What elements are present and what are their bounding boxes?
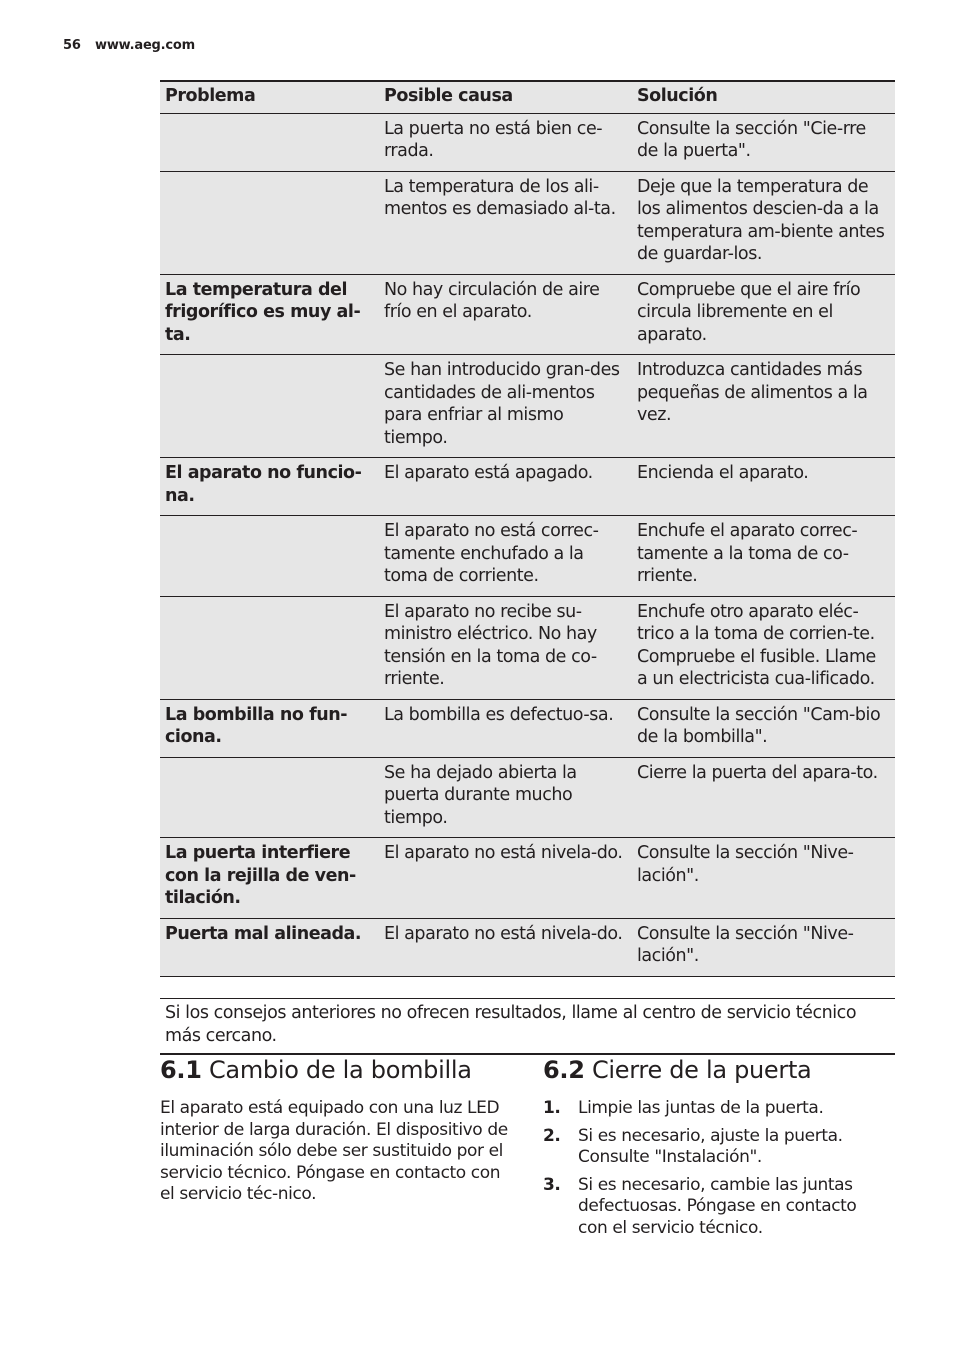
table-row <box>160 516 895 597</box>
section-number: 6.2 <box>543 1056 585 1084</box>
list-item <box>543 1126 888 1169</box>
solution-cell: Enchufe el aparato correc-tamente a la toma de co-rriente. <box>632 516 895 597</box>
cause-cell: El aparato no recibe su-ministro eléctrico. No hay tensión en la toma de co-rriente. <box>379 596 632 699</box>
service-note: Si los consejos anteriores no ofrecen resultados, llame al centro de servicio técnico más cercano. <box>160 998 895 1055</box>
table-row <box>160 458 895 516</box>
step-number: 1. <box>543 1098 561 1118</box>
section-number: 6.1 <box>160 1056 202 1084</box>
problem-cell <box>160 355 379 458</box>
section-title: Cambio de la bombilla <box>208 1056 472 1084</box>
problem-cell: La puerta interfiere con la rejilla de ven-tilación. <box>160 838 379 919</box>
table-row <box>160 838 895 919</box>
cause-cell: Se han introducido gran-des cantidades de ali-mentos para enfriar al mismo tiempo. <box>379 355 632 458</box>
cause-cell: La puerta no está bien ce-rrada. <box>379 113 632 171</box>
section-title: Cierre de la puerta <box>591 1056 812 1084</box>
solution-cell: Compruebe que el aire frío circula libremente en el aparato. <box>632 274 895 355</box>
solution-cell: Enchufe otro aparato eléc-trico a la toma de corrien-te. Compruebe el fusible. Llame a un electricista cua-lificado. <box>632 596 895 699</box>
table-header-row <box>160 81 895 113</box>
table-row <box>160 699 895 757</box>
problem-cell: La temperatura del frigorífico es muy al-ta. <box>160 274 379 355</box>
problem-cell <box>160 596 379 699</box>
step-number: 2. <box>543 1125 561 1146</box>
solution-cell: Deje que la temperatura de los alimentos descien-da a la temperatura am-biente antes de guardar-los. <box>632 171 895 274</box>
step-number: 3. <box>543 1174 561 1195</box>
problem-cell <box>160 171 379 274</box>
step-text: Si es necesario, ajuste la puerta. Consulte "Instalación". <box>578 1125 843 1167</box>
column-header-solution: Solución <box>632 81 895 113</box>
table-row <box>160 596 895 699</box>
problem-cell <box>160 113 379 171</box>
solution-cell: Cierre la puerta del apara-to. <box>632 757 895 838</box>
solution-cell: Introduzca cantidades más pequeñas de alimentos a la vez. <box>632 355 895 458</box>
page-header <box>63 38 195 53</box>
cause-cell: El aparato no está nivela-do. <box>379 918 632 976</box>
cause-cell: No hay circulación de aire frío en el aparato. <box>379 274 632 355</box>
solution-cell: Consulte la sección "Nive-lación". <box>632 838 895 919</box>
steps-list <box>543 1098 888 1239</box>
problem-cell: La bombilla no fun-ciona. <box>160 699 379 757</box>
section-heading <box>160 1054 510 1086</box>
cause-cell: La bombilla es defectuo-sa. <box>379 699 632 757</box>
solution-cell: Consulte la sección "Cie-rre de la puerta". <box>632 113 895 171</box>
problem-cell <box>160 757 379 838</box>
column-header-problem: Problema <box>160 81 379 113</box>
section-heading <box>543 1054 888 1086</box>
website-url: www.aeg.com <box>95 38 195 53</box>
cause-cell: El aparato no está correc-tamente enchufado a la toma de corriente. <box>379 516 632 597</box>
solution-cell: Consulte la sección "Cam-bio de la bombilla". <box>632 699 895 757</box>
page-number: 56 <box>63 38 81 53</box>
table-row <box>160 918 895 976</box>
table-row <box>160 757 895 838</box>
table-row <box>160 355 895 458</box>
cause-cell: Se ha dejado abierta la puerta durante mucho tiempo. <box>379 757 632 838</box>
problem-cell: El aparato no funcio-na. <box>160 458 379 516</box>
step-text: Si es necesario, cambie las juntas defectuosas. Póngase en contacto con el servicio técnico. <box>578 1174 857 1238</box>
list-item <box>543 1175 888 1240</box>
table-row <box>160 113 895 171</box>
cause-cell: La temperatura de los ali-mentos es demasiado al-ta. <box>379 171 632 274</box>
section-body: El aparato está equipado con una luz LED interior de larga duración. El dispositivo de iluminación sólo debe ser sustituido por el servicio técnico. Póngase en contacto con el servicio téc-nico. <box>160 1098 508 1204</box>
step-text: Limpie las juntas de la puerta. <box>578 1098 824 1118</box>
list-item <box>543 1098 888 1120</box>
problem-cell <box>160 516 379 597</box>
section-door-closing <box>543 1054 888 1245</box>
cause-cell: El aparato está apagado. <box>379 458 632 516</box>
cause-cell: El aparato no está nivela-do. <box>379 838 632 919</box>
problem-cell: Puerta mal alineada. <box>160 918 379 976</box>
table-row <box>160 171 895 274</box>
column-header-cause: Posible causa <box>379 81 632 113</box>
solution-cell: Encienda el aparato. <box>632 458 895 516</box>
troubleshooting-table <box>160 80 895 977</box>
section-bulb-replacement <box>160 1054 510 1206</box>
table-row <box>160 274 895 355</box>
solution-cell: Consulte la sección "Nive-lación". <box>632 918 895 976</box>
